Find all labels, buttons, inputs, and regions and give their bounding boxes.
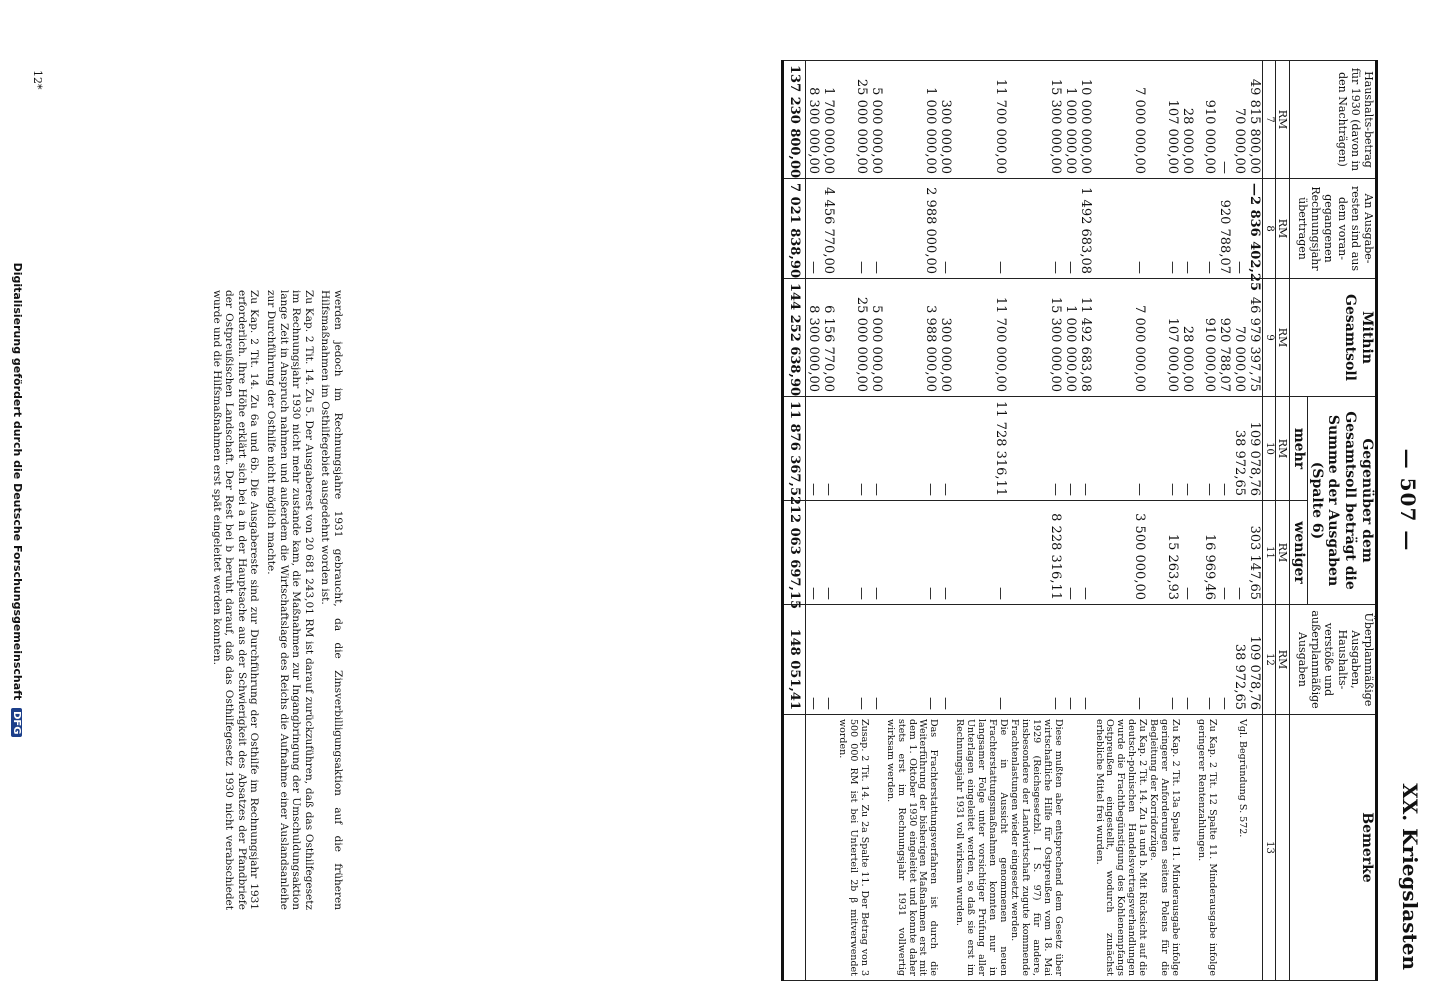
cell-c11: —: [884, 501, 939, 605]
unit-cell: RM: [1275, 397, 1289, 501]
cell-c9: 46 979 397,75: [1247, 279, 1263, 397]
column-number: 9: [1262, 279, 1275, 397]
cell-c10: 109 078,76: [1247, 397, 1263, 501]
col-header-11: weniger: [1290, 501, 1308, 605]
cell-c12: —: [869, 605, 884, 715]
cell-c9: 107 000,00: [1147, 279, 1180, 397]
remark-cell: Zusap. 2 Tit. 14. Zu 2a Spalte 11. Der Betrag von 3 500 000 RM ist bei Unterteil 2b β mitverwendet worden.: [836, 715, 869, 981]
cell-c12: —: [836, 605, 869, 715]
cell-c12: —: [1008, 605, 1063, 715]
cell-c11: 3 500 000,00: [1093, 501, 1148, 605]
cell-c12: —: [938, 605, 953, 715]
footnote-paragraph: Zu Kap. 2 Tit. 14. Zu 5. Der Ausgaberest von 20 681 243,01 RM ist darauf zurückzuführen, daß das Osthilfegesetz im Rechnungsjahr 1930 nicht mehr zustande kam, die Maßnahmen zur Ingangbringung der Umschuldungsaktion lange Zeit in Anspruch nahmen und außerdem die Wirtschaftslage des Reichs die Aufnahme einer Auslandsanleihe zur Durchführung der Osthilfe nicht möglich machte.: [265, 290, 315, 910]
remark-cell: Die in Aussicht genommenen neuen Frachterstattungsmaßnahmen konnten nur in langsamer Folge unter vorsichtiger Prüfung aller Unterlagen eingeleitet werden, so daß sie erst im Rechnungsjahr 1931 voll wirksam wurden.: [953, 715, 1008, 981]
footnote-block: [206, 290, 344, 910]
cell-c9: 920 788,07: [1217, 279, 1232, 397]
column-number: 7: [1262, 61, 1275, 179]
remark-cell: Zu Kap. 2 Tit. 13a Spalte 11. Minderausgabe infolge geringerer Anforderungen seitens Polens für die Begleitung der Korridorzüge.: [1147, 715, 1180, 981]
table-body: [783, 61, 1263, 981]
remark-cell: [783, 715, 806, 981]
cell-c11: —: [1063, 501, 1078, 605]
cell-c12: —: [806, 605, 822, 715]
cell-c12: —: [884, 605, 939, 715]
cell-c9: 11 492 683,08: [1078, 279, 1093, 397]
table-row: [1195, 61, 1217, 981]
cell-c10: —: [836, 397, 869, 501]
table-row: [938, 61, 953, 981]
remark-cell: [821, 715, 836, 981]
cell-c11: 12 063 697,15: [783, 501, 806, 605]
cell-c9: 300 000,00: [938, 279, 953, 397]
cell-c9: 28 000,00: [1180, 279, 1195, 397]
cell-c7: 49 815 800,00: [1247, 61, 1263, 179]
cell-c10: —: [1180, 397, 1195, 501]
table-row: [869, 61, 884, 981]
column-number: 10: [1262, 397, 1275, 501]
funding-text: Digitalisierung gefördert durch die Deutsche Forschungsgemeinschaft: [11, 262, 24, 701]
cell-c9: 8 300 000,00: [806, 279, 822, 397]
cell-c8: —: [1195, 179, 1217, 279]
table-row: [1078, 61, 1093, 981]
cell-c12: 109 078,76: [1247, 605, 1263, 715]
cell-c9: 910 000,00: [1195, 279, 1217, 397]
cell-c9: 70 000,00: [1232, 279, 1247, 397]
cell-c7: 107 000,00: [1147, 61, 1180, 179]
remark-cell: [1063, 715, 1078, 981]
cell-c10: —: [1063, 397, 1078, 501]
table-row: [821, 61, 836, 981]
cell-c12: —: [1180, 605, 1195, 715]
cell-c10: 11 728 316,11: [953, 397, 1008, 501]
unit-cell: RM: [1275, 279, 1289, 397]
unit-cell: RM: [1275, 61, 1289, 179]
cell-c7: 8 300 000,00: [806, 61, 822, 179]
cell-c8: —: [869, 179, 884, 279]
cell-c10: —: [1078, 397, 1093, 501]
cell-c7: —: [1217, 61, 1232, 179]
remark-cell: Das Frachterstattungsverfahren ist durch die Weiterführung der bisherigen Maßnahmen erst mit dem 1. Oktober 1930 eingeleitet und konnte daher stets erst im Rechnungsjahr 1931 vollwertig wirksam werden.: [884, 715, 939, 981]
cell-c8: 4 456 770,00: [821, 179, 836, 279]
cell-c11: 15 263,93: [1147, 501, 1180, 605]
remark-cell: [1247, 715, 1263, 981]
remark-cell: Zu Kap. 2 Tit. 12 Spalte 11. Minderausgabe infolge geringerer Rentenzahlungen.: [1195, 715, 1217, 981]
cell-c7: 137 230 800,00: [783, 61, 806, 179]
column-number: 12: [1262, 605, 1275, 715]
cell-c10: —: [1008, 397, 1063, 501]
cell-c11: —: [953, 501, 1008, 605]
cell-c12: —: [1147, 605, 1180, 715]
remark-cell: [1217, 715, 1232, 981]
cell-c11: —: [1078, 501, 1093, 605]
cell-c11: 8 228 316,11: [1008, 501, 1063, 605]
table-row: [806, 61, 822, 981]
footnote-paragraph: Zu Kap. 2 Tit. 14. Zu 6a und 6b. Die Ausgabereste sind zur Durchführung der Osthilfe im Rechnungsjahr 1931 erforderlich. Ihre Höhe erklärt sich bei a in der Hauptsache aus der Schwierigkeit des Absatzes der Pfandbriefe der Ostpreußischen Landschaft. Der Rest bei b beruht darauf, daß das Osthilfegesetz 1930 nicht verabschiedet wurde und die Hilfsmaßnahmen erst spät eingeleitet werden konnten.: [210, 290, 261, 910]
cell-c7: 7 000 000,00: [1093, 61, 1148, 179]
cell-c7: 1 000 000,00: [884, 61, 939, 179]
remark-cell: [1180, 715, 1195, 981]
table-row: [836, 61, 869, 981]
cell-c12: —: [1195, 605, 1217, 715]
column-number: 13: [1262, 715, 1275, 981]
cell-c12: —: [821, 605, 836, 715]
cell-c8: 1 492 683,08: [1078, 179, 1093, 279]
cell-c10: —: [938, 397, 953, 501]
remark-cell: [938, 715, 953, 981]
cell-c9: 6 156 770,00: [821, 279, 836, 397]
table-row: [1232, 61, 1247, 981]
cell-c8: —: [1063, 179, 1078, 279]
cell-c7: 70 000,00: [1232, 61, 1247, 179]
cell-c8: —: [1093, 179, 1148, 279]
page-number: — 507 —: [1396, 448, 1420, 552]
table-row: [1147, 61, 1180, 981]
cell-c7: 1 700 000,00: [821, 61, 836, 179]
cell-c9: 3 988 000,00: [884, 279, 939, 397]
cell-c7: 910 000,00: [1195, 61, 1217, 179]
cell-c12: —: [1078, 605, 1093, 715]
cell-c7: 1 000 000,00: [1063, 61, 1078, 179]
cell-c8: —: [1232, 179, 1247, 279]
cell-c11: —: [836, 501, 869, 605]
table-row: [1063, 61, 1078, 981]
section-title: XX. Kriegslasten: [1398, 783, 1422, 970]
cell-c8: —: [1008, 179, 1063, 279]
col-header-9: Mithin Gesamtsoll: [1290, 279, 1377, 397]
cell-c8: —: [953, 179, 1008, 279]
unit-cell: RM: [1275, 605, 1289, 715]
col-header-group: Gegenüber dem Gesamtsoll beträgt die Summe der Ausgaben (Spalte 6): [1307, 397, 1376, 605]
cell-c11: —: [938, 501, 953, 605]
col-header-12: Überplanmäßige Ausgaben, Haushalts-verstöße und außerplanmäßige Ausgaben: [1290, 605, 1377, 715]
dfg-logo: DFG: [11, 708, 22, 737]
cell-c10: —: [1195, 397, 1217, 501]
cell-c9: 25 000 000,00: [836, 279, 869, 397]
table-row: [1008, 61, 1063, 981]
cell-c10: —: [1217, 397, 1232, 501]
unit-cell: RM: [1275, 501, 1289, 605]
cell-c7: 25 000 000,00: [836, 61, 869, 179]
cell-c7: 15 300 000,00: [1008, 61, 1063, 179]
cell-c9: 11 700 000,00: [953, 279, 1008, 397]
cell-c12: —: [953, 605, 1008, 715]
page-footer: 12*: [31, 70, 44, 90]
cell-c8: —: [806, 179, 822, 279]
cell-c12: 38 972,65: [1232, 605, 1247, 715]
cell-c8: —: [1180, 179, 1195, 279]
column-number-row: [1262, 61, 1275, 981]
table-row: [884, 61, 939, 981]
cell-c7: 5 000 000,00: [869, 61, 884, 179]
cell-c11: —: [1180, 501, 1195, 605]
cell-c11: —: [869, 501, 884, 605]
cell-c7: 28 000,00: [1180, 61, 1195, 179]
col-header-7: Haushalts-betrag für 1930 (davon in den Nachträgen): [1290, 61, 1377, 179]
column-number: 11: [1262, 501, 1275, 605]
cell-c11: —: [1217, 501, 1232, 605]
cell-c8: 2 988 000,00: [884, 179, 939, 279]
table-row: [1217, 61, 1232, 981]
cell-c10: 38 972,65: [1232, 397, 1247, 501]
cell-c9: 7 000 000,00: [1093, 279, 1148, 397]
cell-c8: 7 021 838,90: [783, 179, 806, 279]
table-row: [1180, 61, 1195, 981]
table-row: [1247, 61, 1263, 981]
budget-table: [781, 60, 1378, 981]
cell-c8: —: [1147, 179, 1180, 279]
cell-c8: 920 788,07: [1217, 179, 1232, 279]
cell-c10: —: [1093, 397, 1148, 501]
remark-cell: Vgl. Begründung S. 572.: [1232, 715, 1247, 981]
unit-cell: [1275, 715, 1289, 981]
remark-cell: [869, 715, 884, 981]
table-row: [953, 61, 1008, 981]
cell-c11: —: [806, 501, 822, 605]
cell-c8: —: [836, 179, 869, 279]
cell-c9: 5 000 000,00: [869, 279, 884, 397]
cell-c12: —: [1217, 605, 1232, 715]
cell-c10: —: [1147, 397, 1180, 501]
cell-c10: —: [821, 397, 836, 501]
unit-row: [1275, 61, 1289, 981]
sum-row: [783, 61, 806, 981]
cell-c11: —: [821, 501, 836, 605]
col-header-10: mehr: [1290, 397, 1308, 501]
cell-c11: 303 147,65: [1247, 501, 1263, 605]
cell-c11: —: [1232, 501, 1247, 605]
unit-cell: RM: [1275, 179, 1289, 279]
cell-c10: —: [806, 397, 822, 501]
cell-c9: 15 300 000,00: [1008, 279, 1063, 397]
cell-c12: —: [1093, 605, 1148, 715]
cell-c8: —2 836 402,25: [1247, 179, 1263, 279]
cell-c10: —: [869, 397, 884, 501]
cell-c10: —: [884, 397, 939, 501]
cell-c11: 16 969,46: [1195, 501, 1217, 605]
remark-cell: [1078, 715, 1093, 981]
remark-cell: Zu Kap. 2 Tit. 14. Zu 1a und b. Mit Rücksicht auf die deutsch-polnischen Handelsvertragsverhandlungen wurde die Frachtbegünstigung des Kohlenempfangs Ostpreußen eingestellt, wodurch zunächst erhebliche Mittel frei wurden.: [1093, 715, 1148, 981]
cell-c10: 11 876 367,52: [783, 397, 806, 501]
table-row: [1093, 61, 1148, 981]
funding-line: [11, 0, 24, 1000]
footnote-paragraph: werden jedoch im Rechnungsjahre 1931 gebraucht, da die Zinsverbilligungsaktion auf die früheren Hilfsmaßnahmen im Osthilfegebiet ausgedehnt worden ist.: [319, 290, 344, 910]
col-header-13: Bemerke: [1290, 715, 1377, 981]
cell-c12: —: [1063, 605, 1078, 715]
cell-c7: 300 000,00: [938, 61, 953, 179]
cell-c12: 148 051,41: [783, 605, 806, 715]
cell-c7: 11 700 000,00: [953, 61, 1008, 179]
cell-c7: 10 000 000,00: [1078, 61, 1093, 179]
cell-c9: 144 252 638,90: [783, 279, 806, 397]
cell-c9: 1 000 000,00: [1063, 279, 1078, 397]
col-header-8: An Ausgabe-resten sind aus dem voran-gegangenen Rechnungsjahr übertragen: [1290, 179, 1377, 279]
remark-cell: Diese mußten aber entsprechend dem Gesetz über wirtschaftliche Hilfe für Ostpreußen vom 18. Mai 1929 (Reichsgesetzbl. I S. 97) für andere, insbesondere der Landwirtschaft zugute kommende Frachtenlastungen wieder eingesetzt werden.: [1008, 715, 1063, 981]
column-number: 8: [1262, 179, 1275, 279]
cell-c8: —: [938, 179, 953, 279]
remark-cell: [806, 715, 822, 981]
